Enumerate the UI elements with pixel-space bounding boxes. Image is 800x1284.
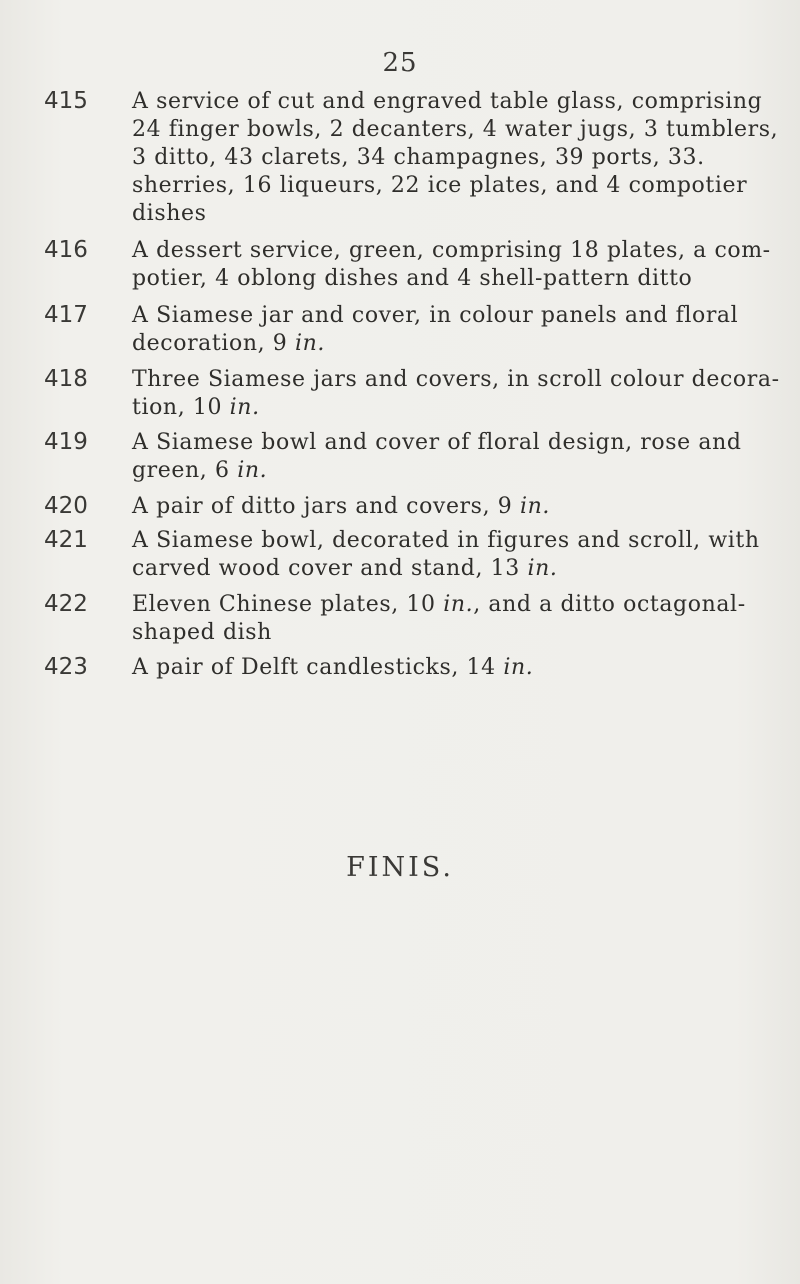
lot-number: 417 (44, 302, 88, 328)
lot-description-line: shaped dish (132, 620, 272, 645)
lot-description-line: Eleven Chinese plates, 10 in., and a ditto octagonal- (132, 592, 746, 617)
lot-description (132, 527, 797, 583)
page-number: 25 (382, 48, 418, 78)
lot-description-line: carved wood cover and stand, 13 in. (132, 556, 558, 581)
lot-number: 423 (44, 654, 88, 680)
lot-description-line: 24 finger bowls, 2 decanters, 4 water jugs, 3 tumblers, (132, 117, 779, 142)
lot-number: 420 (44, 493, 88, 519)
lot-description-line: 3 ditto, 43 clarets, 34 champagnes, 39 ports, 33. (132, 145, 705, 170)
lot-number: 422 (44, 591, 88, 617)
finis-heading: FINIS. (346, 852, 454, 883)
lot-description (132, 654, 797, 682)
lot-description-line: A Siamese bowl, decorated in figures and scroll, with (132, 528, 760, 553)
lot-description-line: A pair of ditto jars and covers, 9 in. (132, 494, 550, 519)
lot-description (132, 88, 797, 228)
lot-description-line: green, 6 in. (132, 458, 268, 483)
lot-description (132, 302, 797, 358)
lot-number: 418 (44, 366, 88, 392)
lot-description-line: dishes (132, 201, 207, 226)
lot-description (132, 237, 797, 293)
lot-description (132, 429, 797, 485)
lot-description-line: A Siamese bowl and cover of floral design, rose and (132, 430, 742, 455)
lot-number: 415 (44, 88, 88, 114)
lot-description-line: A dessert service, green, comprising 18 plates, a com- (132, 238, 771, 263)
lot-description (132, 366, 797, 422)
lot-description-line: decoration, 9 in. (132, 331, 325, 356)
lot-description-line: A service of cut and engraved table glass, comprising (132, 89, 763, 114)
lot-description-line: A pair of Delft candlesticks, 14 in. (132, 655, 534, 680)
lot-number: 416 (44, 237, 88, 263)
lot-description-line: sherries, 16 liqueurs, 22 ice plates, and 4 compotier (132, 173, 748, 198)
lot-description (132, 493, 797, 521)
lot-description-line: Three Siamese jars and covers, in scroll colour decora- (132, 367, 780, 392)
lot-number: 421 (44, 527, 88, 553)
lot-description-line: potier, 4 oblong dishes and 4 shell-pattern ditto (132, 266, 693, 291)
lot-description-line: tion, 10 in. (132, 395, 260, 420)
lot-description (132, 591, 797, 647)
lot-number: 419 (44, 429, 88, 455)
lot-description-line: A Siamese jar and cover, in colour panels and floral (132, 303, 739, 328)
